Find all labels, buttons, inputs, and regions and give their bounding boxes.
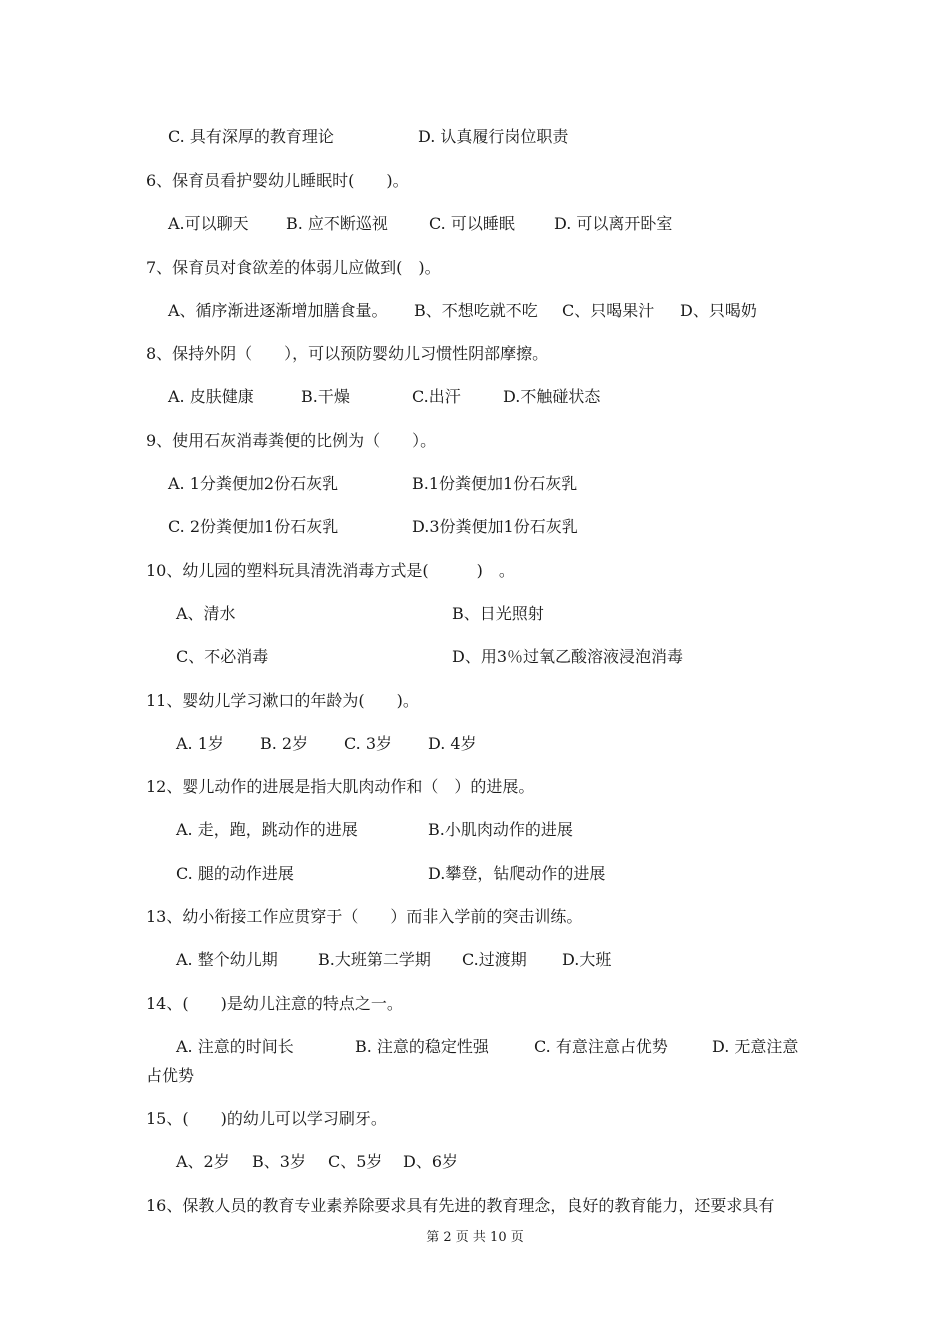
option-5-d: D. 认真履行岗位职责 [418, 127, 569, 146]
option-9-a: A. 1分粪便加2份石灰乳 [168, 474, 339, 493]
option-9-c: C. 2份粪便加1份石灰乳 [168, 517, 339, 536]
option-14-b: B. 注意的稳定性强 [355, 1037, 489, 1056]
option-14-d-continuation: 占优势 [146, 1066, 195, 1085]
page-footer: 第 2 页 共 10 页 [426, 1230, 524, 1245]
option-15-b: B、3岁 [252, 1152, 306, 1171]
question-15: 15、( )的幼儿可以学习刷牙。 [146, 1109, 387, 1128]
option-6-a: A.可以聊天 [168, 214, 249, 233]
option-13-a: A. 整个幼儿期 [176, 950, 278, 969]
option-11-c: C. 3岁 [344, 734, 393, 753]
option-15-d: D、6岁 [403, 1152, 459, 1171]
option-10-d: D、用3％过氧乙酸溶液浸泡消毒 [452, 647, 684, 666]
option-8-d: D.不触碰状态 [503, 387, 601, 406]
question-8: 8、保持外阴（ ），可以预防婴幼儿习惯性阴部摩擦。 [146, 344, 549, 363]
option-13-c: C.过渡期 [462, 950, 527, 969]
option-8-c: C.出汗 [412, 387, 461, 406]
question-9: 9、使用石灰消毒粪便的比例为（ ）。 [146, 431, 437, 450]
option-14-d: D. 无意注意 [712, 1037, 799, 1056]
question-7: 7、保育员对食欲差的体弱儿应做到( )。 [146, 258, 441, 277]
option-7-d: D、只喝奶 [680, 301, 757, 320]
option-12-a: A. 走，跑，跳动作的进展 [176, 820, 358, 839]
option-14-a: A. 注意的时间长 [176, 1037, 294, 1056]
option-10-b: B、日光照射 [452, 604, 544, 623]
question-10: 10、幼儿园的塑料玩具清洗消毒方式是( ) 。 [146, 561, 515, 580]
option-9-d: D.3份粪便加1份石灰乳 [412, 517, 578, 536]
option-15-c: C、5岁 [328, 1152, 383, 1171]
question-14: 14、( )是幼儿注意的特点之一。 [146, 994, 403, 1013]
option-9-b: B.1份粪便加1份石灰乳 [412, 474, 578, 493]
question-13: 13、幼小衔接工作应贯穿于（ ）而非入学前的突击训练。 [146, 907, 583, 926]
option-12-b: B.小肌肉动作的进展 [428, 820, 573, 839]
question-6: 6、保育员看护婴幼儿睡眠时( )。 [146, 171, 409, 190]
option-11-a: A. 1岁 [176, 734, 224, 753]
option-6-d: D. 可以离开卧室 [554, 214, 673, 233]
option-10-a: A、清水 [176, 604, 236, 623]
option-11-b: B. 2岁 [260, 734, 309, 753]
option-6-c: C. 可以睡眠 [429, 214, 515, 233]
option-13-d: D.大班 [562, 950, 612, 969]
option-7-b: B、不想吃就不吃 [414, 301, 538, 320]
option-14-c: C. 有意注意占优势 [534, 1037, 668, 1056]
option-10-c: C、不必消毒 [176, 647, 269, 666]
option-8-b: B.干燥 [301, 387, 350, 406]
option-7-a: A、循序渐进逐渐增加膳食量。 [168, 301, 388, 320]
option-8-a: A. 皮肤健康 [168, 387, 254, 406]
question-16: 16、保教人员的教育专业素养除要求具有先进的教育理念，良好的教育能力，还要求具有 [146, 1196, 775, 1215]
question-11: 11、婴幼儿学习漱口的年龄为( )。 [146, 691, 419, 710]
option-7-c: C、只喝果汁 [562, 301, 655, 320]
option-5-c: C. 具有深厚的教育理论 [168, 127, 334, 146]
option-12-d: D.攀登，钻爬动作的进展 [428, 864, 606, 883]
option-13-b: B.大班第二学期 [318, 950, 431, 969]
option-6-b: B. 应不断巡视 [286, 214, 388, 233]
option-11-d: D. 4岁 [428, 734, 477, 753]
option-12-c: C. 腿的动作进展 [176, 864, 294, 883]
question-12: 12、婴儿动作的进展是指大肌肉动作和（ ）的进展。 [146, 777, 535, 796]
option-15-a: A、2岁 [176, 1152, 230, 1171]
